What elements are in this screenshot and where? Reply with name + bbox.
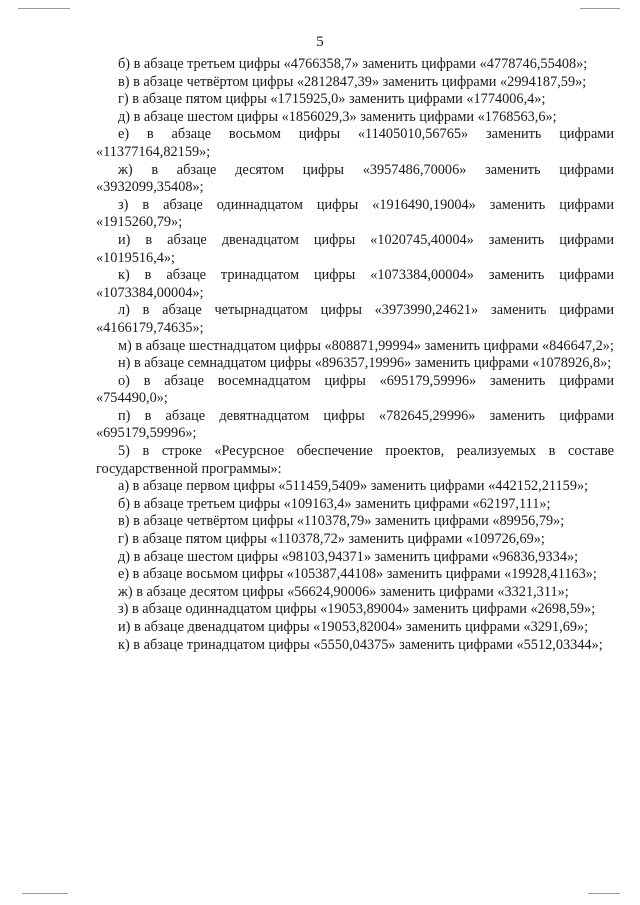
paragraph: и) в абзаце двенадцатом цифры «19053,82004» заменить цифрами «3291,69»; bbox=[118, 619, 589, 635]
paragraph: б) в абзаце третьем цифры «109163,4» заменить цифрами «62197,111»; bbox=[118, 495, 551, 512]
scan-mark-bottom-right bbox=[588, 893, 620, 894]
paragraph: в) в абзаце четвёртом цифры «110378,79» заменить цифрами «89956,79»; bbox=[118, 513, 565, 530]
section-heading-paragraph: 5) в строке «Ресурсное обеспечение проектов, реализуемых в составе государственной программы»: bbox=[96, 443, 614, 477]
paragraph: м) в абзаце шестнадцатом цифры «808871,99994» заменить цифрами «846647,2»; bbox=[118, 337, 614, 354]
scan-mark-top-right bbox=[580, 8, 620, 9]
paragraph: в) в абзаце четвёртом цифры «2812847,39» заменить цифрами «2994187,59»; bbox=[118, 73, 587, 90]
paragraph: л) в абзаце четырнадцатом цифры «3973990,24621» заменить цифрами «4166179,74635»; bbox=[96, 302, 614, 336]
paragraph: а) в абзаце первом цифры «511459,5409» заменить цифрами «442152,21159»; bbox=[118, 478, 589, 495]
paragraph: и) в абзаце двенадцатом цифры «1020745,40004» заменить цифрами «1019516,4»; bbox=[96, 231, 614, 266]
amendments-text bbox=[96, 56, 614, 654]
paragraph: н) в абзаце семнадцатом цифры «896357,19996» заменить цифрами «1078926,8»; bbox=[118, 355, 612, 372]
paragraph: п) в абзаце девятнадцатом цифры «782645,29996» заменить цифрами «695179,59996»; bbox=[96, 407, 614, 442]
paragraph: г) в абзаце пятом цифры «110378,72» заменить цифрами «109726,69»; bbox=[118, 531, 545, 548]
paragraph: б) в абзаце третьем цифры «4766358,7» заменить цифрами «4778746,55408»; bbox=[118, 56, 588, 72]
paragraph: г) в абзаце пятом цифры «1715925,0» заменить цифрами «1774006,4»; bbox=[118, 91, 546, 108]
paragraph: ж) в абзаце десятом цифры «3957486,70006» заменить цифрами «3932099,35408»; bbox=[96, 161, 614, 196]
paragraph: к) в абзаце тринадцатом цифры «5550,04375» заменить цифрами «5512,03344»; bbox=[118, 636, 603, 653]
page-number: 5 bbox=[316, 34, 324, 50]
paragraph: д) в абзаце шестом цифры «98103,94371» заменить цифрами «96836,9334»; bbox=[118, 548, 579, 565]
paragraph: з) в абзаце одиннадцатом цифры «19053,89004» заменить цифрами «2698,59»; bbox=[118, 601, 596, 618]
paragraph: д) в абзаце шестом цифры «1856029,3» заменить цифрами «1768563,6»; bbox=[118, 108, 557, 125]
paragraph: о) в абзаце восемнадцатом цифры «695179,59996» заменить цифрами «754490,0»; bbox=[96, 372, 614, 407]
paragraph: е) в абзаце восьмом цифры «11405010,56765» заменить цифрами «11377164,82159»; bbox=[96, 126, 614, 160]
paragraph: з) в абзаце одиннадцатом цифры «1916490,19004» заменить цифрами «1915260,79»; bbox=[96, 196, 614, 231]
scan-mark-bottom-left bbox=[22, 893, 68, 894]
paragraph: е) в абзаце восьмом цифры «105387,44108» заменить цифрами «19928,41163»; bbox=[118, 566, 597, 583]
paragraph: ж) в абзаце десятом цифры «56624,90006» заменить цифрами «3321,311»; bbox=[118, 583, 569, 600]
paragraph: к) в абзаце тринадцатом цифры «1073384,00004» заменить цифрами «1073384,00004»; bbox=[96, 267, 614, 301]
scan-mark-top-left bbox=[18, 8, 70, 9]
